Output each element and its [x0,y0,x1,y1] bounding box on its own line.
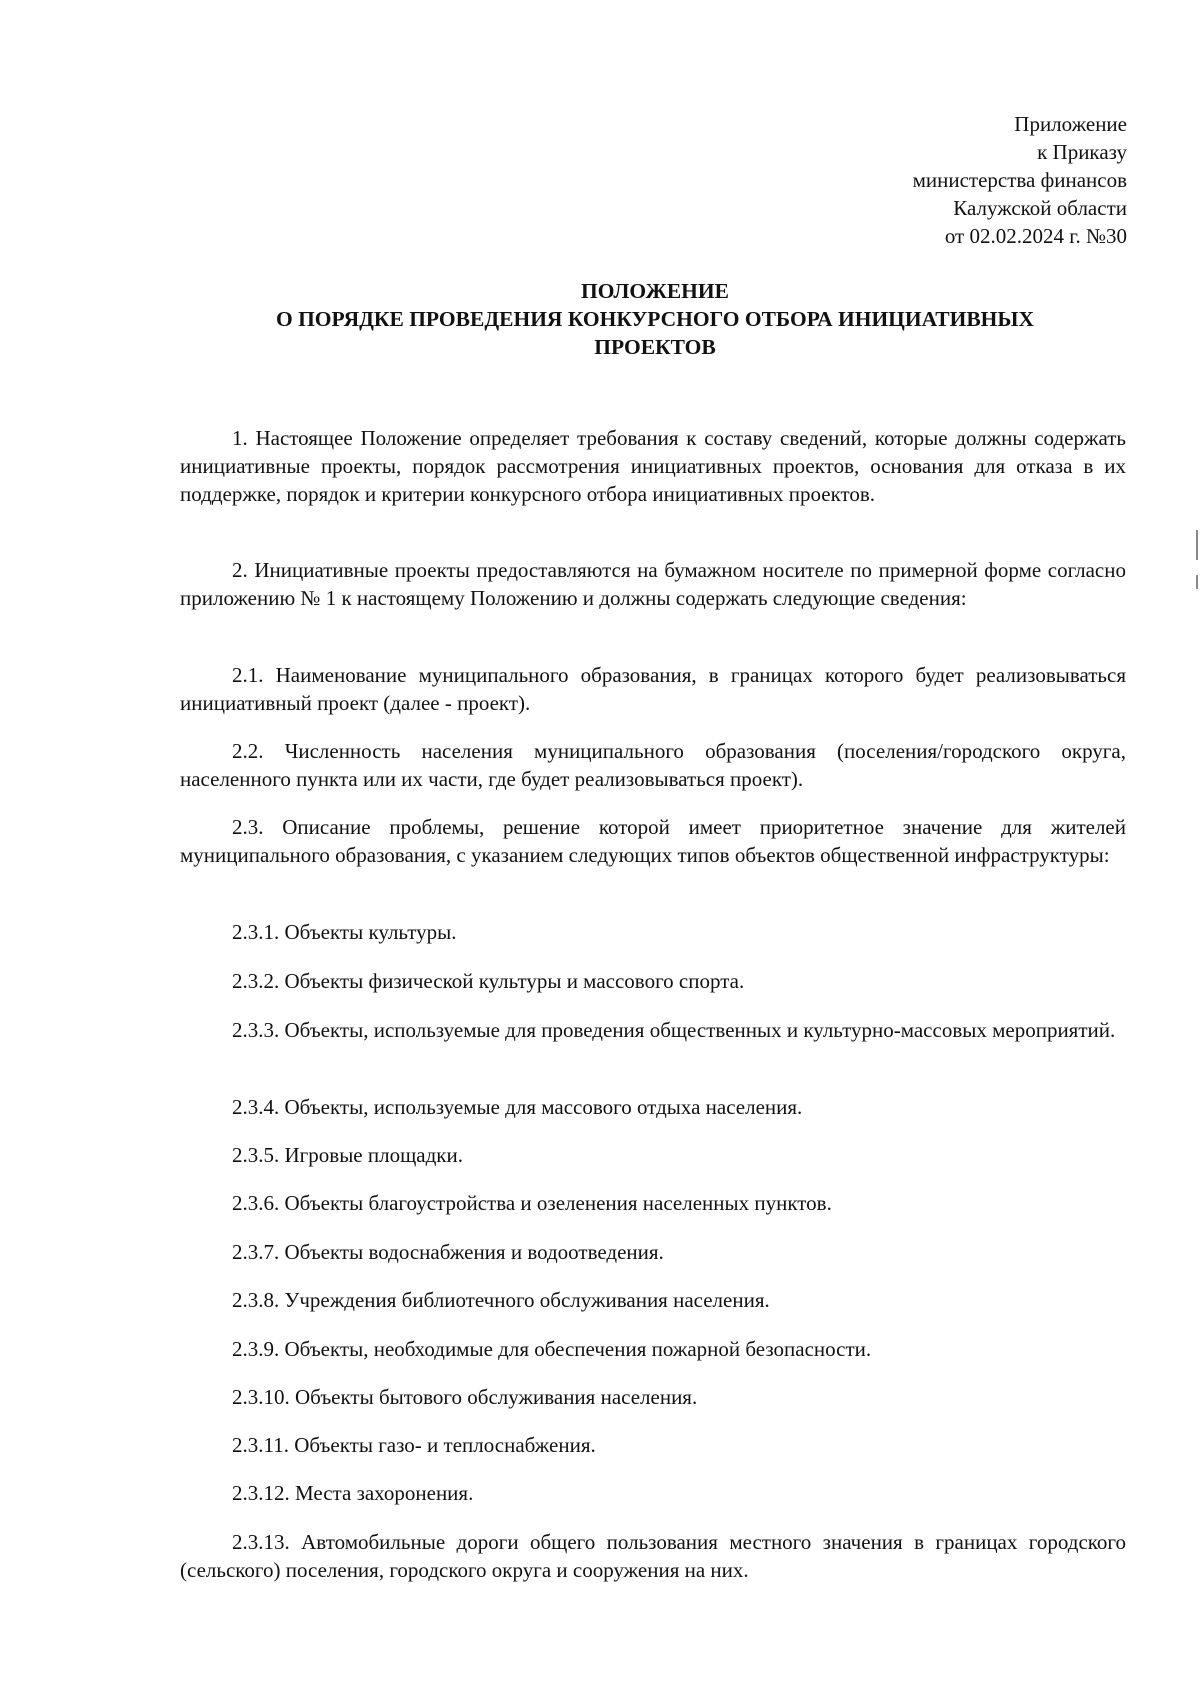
list-item-2-3-12: 2.3.12. Места захоронения. [232,1481,474,1505]
list-item-2-3-11: 2.3.11. Объекты газо- и теплоснабжения. [232,1433,596,1457]
scan-edge-mark [1196,530,1198,560]
paragraph-2: 2. Инициативные проекты предоставляются на бумажном носителе по примерной форме согласно приложению № 1 к настоящему Положению и должны содержать следующие сведения: [180,558,1126,610]
paragraph-1: 1. Настоящее Положение определяет требования к составу сведений, которые должны содержать инициативные проекты, порядок рассмотрения инициативных проектов, основания для отказа в их поддержке, порядок и критерии конкурсного отбора инициативных проектов. [180,426,1126,506]
paragraph-2-2: 2.2. Численность населения муниципального образования (поселения/городского округа, населенного пункта или их части, где будет реализовываться проект). [180,739,1126,791]
list-item-2-3-2: 2.3.2. Объекты физической культуры и массового спорта. [232,969,745,993]
appendix-line: Приложение [1014,112,1127,136]
scan-edge-mark [1196,575,1198,589]
title-line: О ПОРЯДКЕ ПРОВЕДЕНИЯ КОНКУРСНОГО ОТБОРА ИНИЦИАТИВНЫХ [275,307,1035,331]
appendix-header [913,110,1127,250]
list-item-2-3-13: 2.3.13. Автомобильные дороги общего пользования местного значения в границах городского (сельского) поселения, городского округа и сооружения на них. [180,1530,1126,1582]
list-item-2-3-1: 2.3.1. Объекты культуры. [232,920,457,944]
list-item-2-3-8: 2.3.8. Учреждения библиотечного обслуживания населения. [232,1288,770,1312]
appendix-line: от 02.02.2024 г. №30 [944,224,1127,248]
list-item-2-3-10: 2.3.10. Объекты бытового обслуживания населения. [232,1385,698,1409]
document-title [180,277,1130,361]
title-line: ПОЛОЖЕНИЕ [581,279,729,303]
list-item-2-3-4: 2.3.4. Объекты, используемые для массового отдыха населения. [232,1095,803,1119]
list-item-2-3-3: 2.3.3. Объекты, используемые для проведения общественных и культурно-массовых мероприятий. [232,1018,1116,1042]
paragraph-2-1: 2.1. Наименование муниципального образования, в границах которого будет реализовываться инициативный проект (далее - проект). [180,663,1126,715]
appendix-line: к Приказу [1037,140,1127,164]
paragraph-2-3: 2.3. Описание проблемы, решение которой имеет приоритетное значение для жителей муниципального образования, с указанием следующих типов объектов общественной инфраструктуры: [180,815,1126,867]
list-item-2-3-5: 2.3.5. Игровые площадки. [232,1143,463,1167]
title-line: ПРОЕКТОВ [594,335,716,359]
appendix-line: Калужской области [953,196,1127,220]
appendix-line: министерства финансов [912,168,1127,192]
list-item-2-3-7: 2.3.7. Объекты водоснабжения и водоотведения. [232,1240,664,1264]
list-item-2-3-9: 2.3.9. Объекты, необходимые для обеспечения пожарной безопасности. [232,1337,872,1361]
list-item-2-3-6: 2.3.6. Объекты благоустройства и озеленения населенных пунктов. [232,1191,832,1215]
